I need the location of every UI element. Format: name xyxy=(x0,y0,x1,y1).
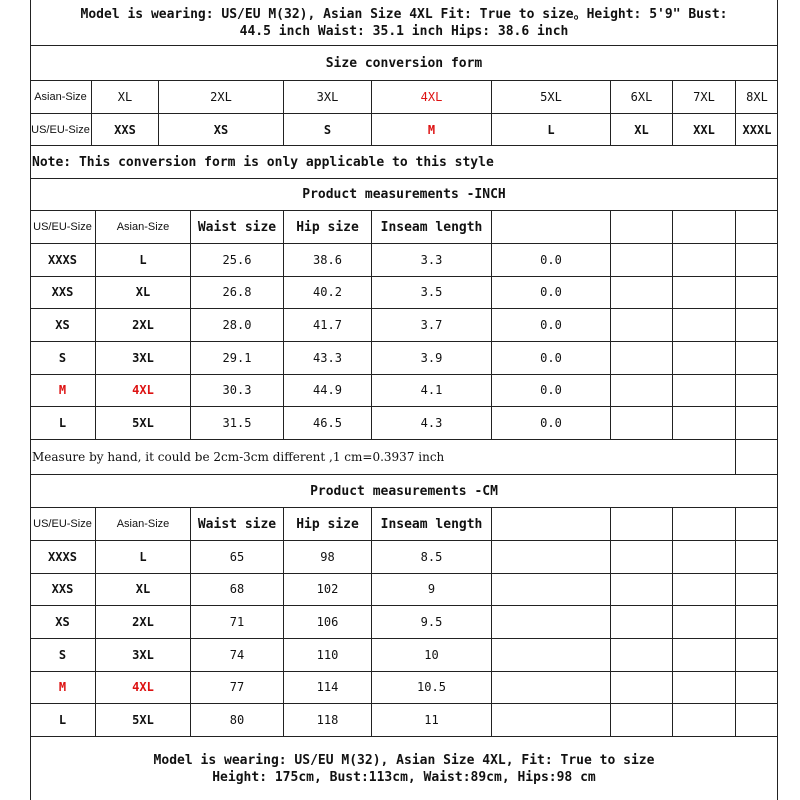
inch-cell-empty xyxy=(673,277,736,309)
measure-note-row xyxy=(30,440,778,475)
inch-cell-inseam: 3.3 xyxy=(372,244,492,276)
cm-cell-waist: 68 xyxy=(191,574,284,606)
cm-cell-empty xyxy=(492,606,611,638)
cm-cell-asian: L xyxy=(96,541,191,573)
us-size-label: US/EU-Size xyxy=(30,114,92,145)
inch-table-row xyxy=(30,375,778,408)
cm-cell-asian: 3XL xyxy=(96,639,191,671)
conversion-us-row xyxy=(30,114,778,146)
conversion-asian-cell: 3XL xyxy=(284,81,372,113)
conversion-asian-cell: 7XL xyxy=(673,81,736,113)
inch-header-inseam: Inseam length xyxy=(372,211,492,243)
conversion-us-cell: L xyxy=(492,114,611,145)
cm-header-hip: Hip size xyxy=(284,508,372,540)
conversion-asian-cell: 8XL xyxy=(746,90,768,104)
cm-cell-waist: 74 xyxy=(191,639,284,671)
inch-header-empty xyxy=(736,211,778,243)
inch-header-us: US/EU-Size xyxy=(30,211,96,243)
cm-cell-empty xyxy=(611,606,673,638)
cm-cell-asian: XL xyxy=(96,574,191,606)
cm-cell-empty xyxy=(611,639,673,671)
cm-cell-empty xyxy=(492,672,611,704)
cm-cell-empty xyxy=(736,704,778,736)
cm-cell-empty xyxy=(611,574,673,606)
cm-table-row xyxy=(30,672,778,705)
cm-cell-empty xyxy=(673,574,736,606)
cm-cell-empty xyxy=(673,704,736,736)
inch-cell-empty xyxy=(736,244,778,276)
cm-cell-asian: 4XL xyxy=(96,672,191,704)
inch-cell-us: L xyxy=(30,407,96,439)
model-info-top xyxy=(30,0,778,46)
inch-cell-inseam: 4.1 xyxy=(372,375,492,407)
inch-header-waist: Waist size xyxy=(191,211,284,243)
conversion-us-cell: XS xyxy=(159,114,284,145)
conversion-asian-cell-highlight: 4XL xyxy=(372,81,492,113)
inch-cell-us: XXS xyxy=(30,277,96,309)
inch-cell-extra: 0.0 xyxy=(492,342,611,374)
inch-cell-empty xyxy=(673,375,736,407)
inch-cell-empty xyxy=(736,342,778,374)
cm-header-us: US/EU-Size xyxy=(30,508,96,540)
cm-cell-asian: 2XL xyxy=(96,606,191,638)
inch-cell-waist: 26.8 xyxy=(191,277,284,309)
conversion-us-cell: S xyxy=(284,114,372,145)
cm-header-inseam: Inseam length xyxy=(372,508,492,540)
inch-cell-asian: 5XL xyxy=(96,407,191,439)
cm-cell-waist: 77 xyxy=(191,672,284,704)
cm-cell-us: XS xyxy=(30,606,96,638)
cm-cell-hip: 114 xyxy=(284,672,372,704)
cm-cell-inseam: 9.5 xyxy=(372,606,492,638)
inch-cell-asian: XL xyxy=(96,277,191,309)
model-info-top-line2: 44.5 inch Waist: 35.1 inch Hips: 38.6 inch xyxy=(239,23,569,39)
cm-cell-waist: 65 xyxy=(191,541,284,573)
inch-header-asian: Asian-Size xyxy=(96,211,191,243)
conversion-asian-row xyxy=(30,81,778,114)
inch-cell-empty xyxy=(611,375,673,407)
conversion-note-row xyxy=(30,146,778,179)
cm-cell-empty xyxy=(492,704,611,736)
cm-cell-waist: 71 xyxy=(191,606,284,638)
cm-cell-empty xyxy=(736,672,778,704)
cm-cell-empty xyxy=(673,541,736,573)
inch-cell-waist: 29.1 xyxy=(191,342,284,374)
inch-cell-inseam: 3.7 xyxy=(372,309,492,341)
inch-cell-asian: 3XL xyxy=(96,342,191,374)
inch-cell-hip: 38.6 xyxy=(284,244,372,276)
model-info-bottom-line2: Height: 175cm, Bust:113cm, Waist:89cm, Hips:98 cm xyxy=(212,769,596,785)
inch-cell-empty xyxy=(736,407,778,439)
inch-cell-asian: 4XL xyxy=(96,375,191,407)
cm-table-row xyxy=(30,704,778,737)
inch-cell-empty xyxy=(611,309,673,341)
cm-cell-empty xyxy=(736,606,778,638)
inch-cell-empty xyxy=(673,407,736,439)
inch-cell-us: XS xyxy=(30,309,96,341)
conversion-asian-cell: 6XL xyxy=(611,81,673,113)
inch-cell-extra: 0.0 xyxy=(492,375,611,407)
conversion-us-cell: XXS xyxy=(92,114,159,145)
model-info-bottom xyxy=(30,737,778,800)
inch-title: Product measurements -INCH xyxy=(30,179,778,211)
inch-cell-hip: 44.9 xyxy=(284,375,372,407)
inch-cell-extra: 0.0 xyxy=(492,277,611,309)
inch-cell-empty xyxy=(673,309,736,341)
cm-cell-asian: 5XL xyxy=(96,704,191,736)
inch-cell-inseam: 3.9 xyxy=(372,342,492,374)
inch-cell-inseam: 3.5 xyxy=(372,277,492,309)
conversion-us-cell: XXXL xyxy=(742,122,772,137)
inch-cell-us: M xyxy=(30,375,96,407)
inch-cell-empty xyxy=(611,342,673,374)
inch-cell-extra: 0.0 xyxy=(492,309,611,341)
cm-cell-empty xyxy=(492,639,611,671)
cm-cell-empty xyxy=(673,672,736,704)
cm-cell-inseam: 10.5 xyxy=(372,672,492,704)
inch-cell-empty xyxy=(673,244,736,276)
cm-cell-empty xyxy=(736,574,778,606)
inch-cell-asian: 2XL xyxy=(96,309,191,341)
inch-table-row xyxy=(30,277,778,310)
inch-header-empty xyxy=(673,211,736,243)
inch-cell-us: XXXS xyxy=(30,244,96,276)
inch-header-empty xyxy=(492,211,611,243)
inch-header-hip: Hip size xyxy=(284,211,372,243)
conversion-asian-cell: 2XL xyxy=(159,81,284,113)
cm-header-waist: Waist size xyxy=(191,508,284,540)
inch-cell-extra: 0.0 xyxy=(492,244,611,276)
inch-table-row xyxy=(30,244,778,277)
conversion-note: Note: This conversion form is only applicable to this style xyxy=(32,154,494,170)
inch-cell-empty xyxy=(611,244,673,276)
cm-cell-us: XXS xyxy=(30,574,96,606)
inch-cell-hip: 41.7 xyxy=(284,309,372,341)
cm-cell-empty xyxy=(492,574,611,606)
cm-cell-empty xyxy=(492,541,611,573)
cm-cell-inseam: 11 xyxy=(372,704,492,736)
cm-table-row xyxy=(30,606,778,639)
conversion-asian-cell: 5XL xyxy=(492,81,611,113)
inch-cell-waist: 31.5 xyxy=(191,407,284,439)
cm-cell-waist: 80 xyxy=(191,704,284,736)
cm-cell-empty xyxy=(611,541,673,573)
cm-cell-empty xyxy=(611,672,673,704)
conversion-us-cell: XL xyxy=(611,114,673,145)
cm-cell-us: XXXS xyxy=(30,541,96,573)
inch-cell-inseam: 4.3 xyxy=(372,407,492,439)
cm-cell-hip: 98 xyxy=(284,541,372,573)
model-info-bottom-line1: Model is wearing: US/EU M(32), Asian Size 4XL, Fit: True to size xyxy=(153,752,655,768)
inch-table-row xyxy=(30,309,778,342)
inch-cell-empty xyxy=(736,309,778,341)
cm-cell-empty xyxy=(736,639,778,671)
cm-cell-inseam: 9 xyxy=(372,574,492,606)
inch-table-row xyxy=(30,407,778,440)
cm-table-row xyxy=(30,574,778,607)
measure-note: Measure by hand, it could be 2cm-3cm different ,1 cm=0.3937 inch xyxy=(30,440,736,474)
inch-table-row xyxy=(30,342,778,375)
cm-header-empty xyxy=(673,508,736,540)
inch-cell-empty xyxy=(611,407,673,439)
inch-cell-hip: 46.5 xyxy=(284,407,372,439)
inch-header-empty xyxy=(611,211,673,243)
cm-cell-hip: 110 xyxy=(284,639,372,671)
inch-cell-asian: L xyxy=(96,244,191,276)
inch-cell-hip: 43.3 xyxy=(284,342,372,374)
conversion-us-cell: XXL xyxy=(673,114,736,145)
cm-header-empty xyxy=(611,508,673,540)
model-info-top-line1: Model is wearing: US/EU M(32), Asian Size 4XL Fit: True to size。Height: 5'9" Bust: xyxy=(80,6,728,22)
asian-size-label: Asian-Size xyxy=(30,81,92,113)
cm-header-asian: Asian-Size xyxy=(96,508,191,540)
inch-header-row xyxy=(30,211,778,244)
inch-cell-empty xyxy=(611,277,673,309)
cm-cell-hip: 118 xyxy=(284,704,372,736)
conversion-us-cell-highlight: M xyxy=(372,114,492,145)
inch-cell-empty xyxy=(736,375,778,407)
inch-cell-empty xyxy=(736,277,778,309)
cm-cell-empty xyxy=(673,639,736,671)
cm-table-row xyxy=(30,541,778,574)
cm-title: Product measurements -CM xyxy=(30,475,778,508)
cm-cell-empty xyxy=(736,541,778,573)
cm-cell-empty xyxy=(611,704,673,736)
inch-cell-extra: 0.0 xyxy=(492,407,611,439)
cm-cell-hip: 106 xyxy=(284,606,372,638)
inch-cell-empty xyxy=(673,342,736,374)
cm-table-row xyxy=(30,639,778,672)
measure-note-empty xyxy=(736,440,778,474)
conversion-title: Size conversion form xyxy=(30,46,778,81)
cm-cell-inseam: 10 xyxy=(372,639,492,671)
cm-cell-empty xyxy=(673,606,736,638)
cm-cell-us: M xyxy=(30,672,96,704)
cm-header-row xyxy=(30,508,778,541)
cm-cell-us: S xyxy=(30,639,96,671)
conversion-asian-cell: XL xyxy=(92,81,159,113)
cm-cell-hip: 102 xyxy=(284,574,372,606)
inch-cell-waist: 28.0 xyxy=(191,309,284,341)
inch-cell-hip: 40.2 xyxy=(284,277,372,309)
cm-header-empty xyxy=(736,508,778,540)
cm-cell-us: L xyxy=(30,704,96,736)
cm-header-empty xyxy=(492,508,611,540)
inch-cell-us: S xyxy=(30,342,96,374)
cm-cell-inseam: 8.5 xyxy=(372,541,492,573)
inch-cell-waist: 25.6 xyxy=(191,244,284,276)
inch-cell-waist: 30.3 xyxy=(191,375,284,407)
